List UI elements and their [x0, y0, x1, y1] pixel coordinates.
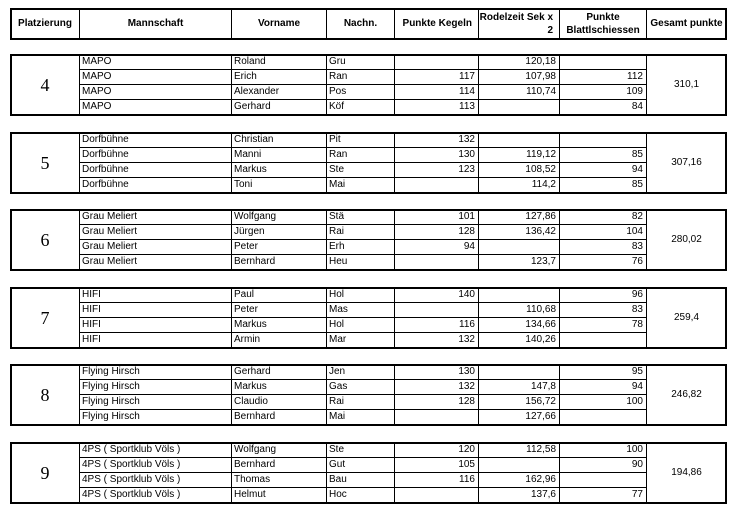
- header-blatt: Punkte Blattlschiessen: [559, 8, 647, 39]
- last-name-cell: Pit: [326, 132, 395, 148]
- rodel-time-cell: 156,72: [478, 394, 560, 410]
- last-name-cell: Köf: [326, 99, 395, 115]
- first-name-cell: Manni: [231, 147, 327, 163]
- blatt-points-cell: 95: [559, 364, 647, 380]
- team-name-cell: Grau Meliert: [79, 209, 232, 225]
- blatt-points-cell: [559, 409, 647, 425]
- team-name-cell: Dorfbühne: [79, 177, 232, 193]
- first-name-cell: Wolfgang: [231, 442, 327, 458]
- kegeln-points-cell: [394, 254, 479, 270]
- kegeln-points-cell: 117: [394, 69, 479, 85]
- last-name-cell: Ste: [326, 442, 395, 458]
- rodel-time-cell: 114,2: [478, 177, 560, 193]
- team-name-cell: Dorfbühne: [79, 132, 232, 148]
- first-name-cell: Claudio: [231, 394, 327, 410]
- last-name-cell: Ste: [326, 162, 395, 178]
- team-name-cell: MAPO: [79, 84, 232, 100]
- kegeln-points-cell: 128: [394, 394, 479, 410]
- last-name-cell: Stä: [326, 209, 395, 225]
- kegeln-points-cell: 116: [394, 472, 479, 488]
- team-name-cell: Flying Hirsch: [79, 364, 232, 380]
- team-name-cell: HIFI: [79, 287, 232, 303]
- kegeln-points-cell: 94: [394, 239, 479, 255]
- last-name-cell: Rai: [326, 224, 395, 240]
- total-points-cell: 307,16: [646, 132, 727, 193]
- team-name-cell: 4PS ( Sportklub Völs ): [79, 442, 232, 458]
- rodel-time-cell: 162,96: [478, 472, 560, 488]
- last-name-cell: Rai: [326, 394, 395, 410]
- rodel-time-cell: 136,42: [478, 224, 560, 240]
- rodel-time-cell: 127,86: [478, 209, 560, 225]
- team-name-cell: Flying Hirsch: [79, 409, 232, 425]
- blatt-points-cell: [559, 132, 647, 148]
- team-name-cell: Grau Meliert: [79, 254, 232, 270]
- last-name-cell: Mai: [326, 409, 395, 425]
- first-name-cell: Bernhard: [231, 254, 327, 270]
- rodel-time-cell: 140,26: [478, 332, 560, 348]
- last-name-cell: Bau: [326, 472, 395, 488]
- header-rodel: Rodelzeit Sek x 2: [478, 8, 560, 39]
- rodel-time-cell: 134,66: [478, 317, 560, 333]
- rodel-time-cell: 110,74: [478, 84, 560, 100]
- rodel-time-cell: 108,52: [478, 162, 560, 178]
- first-name-cell: Bernhard: [231, 457, 327, 473]
- last-name-cell: Heu: [326, 254, 395, 270]
- team-name-cell: Dorfbühne: [79, 147, 232, 163]
- rank-cell: 7: [10, 287, 80, 348]
- rodel-time-cell: [478, 132, 560, 148]
- team-name-cell: Flying Hirsch: [79, 394, 232, 410]
- last-name-cell: Pos: [326, 84, 395, 100]
- total-points-cell: 194,86: [646, 442, 727, 503]
- kegeln-points-cell: 123: [394, 162, 479, 178]
- first-name-cell: Markus: [231, 162, 327, 178]
- first-name-cell: Helmut: [231, 487, 327, 503]
- first-name-cell: Bernhard: [231, 409, 327, 425]
- kegeln-points-cell: 114: [394, 84, 479, 100]
- blatt-points-cell: 76: [559, 254, 647, 270]
- rodel-time-cell: [478, 99, 560, 115]
- last-name-cell: Ran: [326, 147, 395, 163]
- first-name-cell: Wolfgang: [231, 209, 327, 225]
- kegeln-points-cell: 140: [394, 287, 479, 303]
- kegeln-points-cell: 132: [394, 332, 479, 348]
- first-name-cell: Roland: [231, 54, 327, 70]
- header-kegeln: Punkte Kegeln: [394, 8, 479, 39]
- blatt-points-cell: [559, 332, 647, 348]
- blatt-points-cell: 84: [559, 99, 647, 115]
- last-name-cell: Gut: [326, 457, 395, 473]
- blatt-points-cell: 104: [559, 224, 647, 240]
- team-name-cell: 4PS ( Sportklub Völs ): [79, 457, 232, 473]
- rodel-time-cell: 127,66: [478, 409, 560, 425]
- first-name-cell: Thomas: [231, 472, 327, 488]
- first-name-cell: Markus: [231, 379, 327, 395]
- kegeln-points-cell: 132: [394, 132, 479, 148]
- header-platz: Platzierung: [10, 8, 80, 39]
- last-name-cell: Ran: [326, 69, 395, 85]
- header-nachname: Nachn.: [326, 8, 395, 39]
- total-points-cell: 246,82: [646, 364, 727, 425]
- blatt-points-cell: 94: [559, 162, 647, 178]
- rank-cell: 6: [10, 209, 80, 270]
- first-name-cell: Peter: [231, 239, 327, 255]
- first-name-cell: Alexander: [231, 84, 327, 100]
- last-name-cell: Gas: [326, 379, 395, 395]
- team-name-cell: Flying Hirsch: [79, 379, 232, 395]
- blatt-points-cell: 83: [559, 239, 647, 255]
- last-name-cell: Mas: [326, 302, 395, 318]
- kegeln-points-cell: 130: [394, 364, 479, 380]
- rodel-time-cell: [478, 364, 560, 380]
- rodel-time-cell: 123,7: [478, 254, 560, 270]
- header-vorname: Vorname: [231, 8, 327, 39]
- first-name-cell: Gerhard: [231, 364, 327, 380]
- blatt-points-cell: 85: [559, 177, 647, 193]
- blatt-points-cell: 90: [559, 457, 647, 473]
- team-name-cell: 4PS ( Sportklub Völs ): [79, 487, 232, 503]
- last-name-cell: Gru: [326, 54, 395, 70]
- kegeln-points-cell: 101: [394, 209, 479, 225]
- first-name-cell: Paul: [231, 287, 327, 303]
- blatt-points-cell: 96: [559, 287, 647, 303]
- kegeln-points-cell: 128: [394, 224, 479, 240]
- last-name-cell: Hoc: [326, 487, 395, 503]
- rodel-time-cell: 147,8: [478, 379, 560, 395]
- last-name-cell: Jen: [326, 364, 395, 380]
- kegeln-points-cell: [394, 487, 479, 503]
- team-name-cell: HIFI: [79, 332, 232, 348]
- rodel-time-cell: [478, 287, 560, 303]
- rodel-time-cell: 110,68: [478, 302, 560, 318]
- blatt-points-cell: 85: [559, 147, 647, 163]
- team-name-cell: HIFI: [79, 302, 232, 318]
- total-points-cell: 280,02: [646, 209, 727, 270]
- first-name-cell: Markus: [231, 317, 327, 333]
- total-points-cell: 310,1: [646, 54, 727, 115]
- rodel-time-cell: 119,12: [478, 147, 560, 163]
- first-name-cell: Erich: [231, 69, 327, 85]
- last-name-cell: Mar: [326, 332, 395, 348]
- kegeln-points-cell: 120: [394, 442, 479, 458]
- rodel-time-cell: 137,6: [478, 487, 560, 503]
- kegeln-points-cell: 113: [394, 99, 479, 115]
- team-name-cell: Grau Meliert: [79, 239, 232, 255]
- team-name-cell: 4PS ( Sportklub Völs ): [79, 472, 232, 488]
- rodel-time-cell: [478, 239, 560, 255]
- header-gesamt: Gesamt punkte: [646, 8, 727, 39]
- total-points-cell: 259,4: [646, 287, 727, 348]
- blatt-points-cell: 77: [559, 487, 647, 503]
- blatt-points-cell: 82: [559, 209, 647, 225]
- kegeln-points-cell: [394, 54, 479, 70]
- rank-cell: 8: [10, 364, 80, 425]
- last-name-cell: Hol: [326, 317, 395, 333]
- blatt-points-cell: 100: [559, 442, 647, 458]
- first-name-cell: Armin: [231, 332, 327, 348]
- blatt-points-cell: [559, 472, 647, 488]
- team-name-cell: MAPO: [79, 69, 232, 85]
- kegeln-points-cell: [394, 177, 479, 193]
- rodel-time-cell: [478, 457, 560, 473]
- kegeln-points-cell: [394, 409, 479, 425]
- blatt-points-cell: 83: [559, 302, 647, 318]
- first-name-cell: Toni: [231, 177, 327, 193]
- team-name-cell: MAPO: [79, 99, 232, 115]
- blatt-points-cell: 78: [559, 317, 647, 333]
- kegeln-points-cell: 116: [394, 317, 479, 333]
- last-name-cell: Mai: [326, 177, 395, 193]
- team-name-cell: Grau Meliert: [79, 224, 232, 240]
- team-name-cell: HIFI: [79, 317, 232, 333]
- last-name-cell: Hol: [326, 287, 395, 303]
- blatt-points-cell: 94: [559, 379, 647, 395]
- blatt-points-cell: 109: [559, 84, 647, 100]
- blatt-points-cell: [559, 54, 647, 70]
- rank-cell: 9: [10, 442, 80, 503]
- rank-cell: 4: [10, 54, 80, 115]
- rodel-time-cell: 120,18: [478, 54, 560, 70]
- blatt-points-cell: 112: [559, 69, 647, 85]
- first-name-cell: Christian: [231, 132, 327, 148]
- last-name-cell: Erh: [326, 239, 395, 255]
- first-name-cell: Gerhard: [231, 99, 327, 115]
- first-name-cell: Jürgen: [231, 224, 327, 240]
- first-name-cell: Peter: [231, 302, 327, 318]
- rank-cell: 5: [10, 132, 80, 193]
- rodel-time-cell: 107,98: [478, 69, 560, 85]
- blatt-points-cell: 100: [559, 394, 647, 410]
- team-name-cell: Dorfbühne: [79, 162, 232, 178]
- rodel-time-cell: 112,58: [478, 442, 560, 458]
- header-mannschaft: Mannschaft: [79, 8, 232, 39]
- team-name-cell: MAPO: [79, 54, 232, 70]
- kegeln-points-cell: 105: [394, 457, 479, 473]
- kegeln-points-cell: 132: [394, 379, 479, 395]
- kegeln-points-cell: [394, 302, 479, 318]
- kegeln-points-cell: 130: [394, 147, 479, 163]
